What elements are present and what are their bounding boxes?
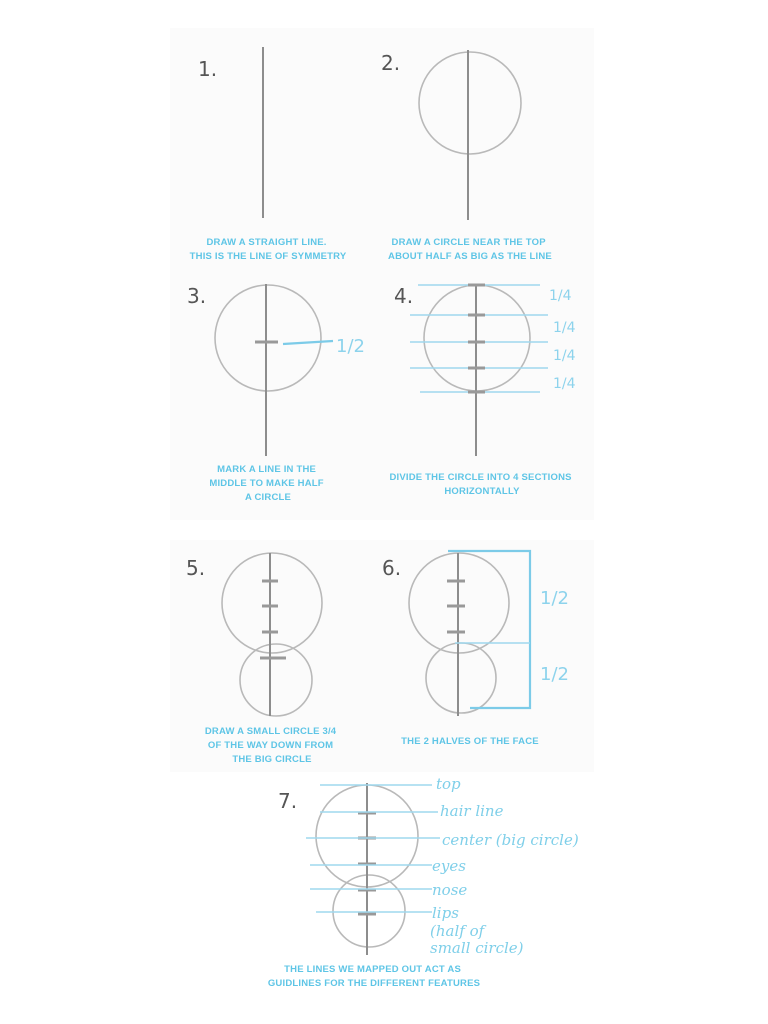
step-1-caption: DRAW A STRAIGHT LINE. THIS IS THE LINE OF SYMMETRY [189,237,347,262]
step-6-caption: THE 2 HALVES OF THE FACE [401,736,539,747]
step-1 [190,47,347,262]
quarter-label-2: 1/4 [553,320,576,336]
label-half-of: (half of [430,922,485,940]
quarter-label-4: 1/4 [553,376,576,392]
head-circle [419,52,521,154]
small-circle [333,875,405,947]
step-6 [382,551,569,747]
label-top: top [436,775,461,793]
half-label: 1/2 [336,336,365,357]
head-circle [215,285,321,391]
big-circle [222,553,322,653]
label-hair-line: hair line [440,802,504,820]
half-guide-line [283,341,333,344]
step-5 [186,553,339,765]
face-height-bracket [448,551,530,708]
step-7-caption: THE LINES WE MAPPED OUT ACT AS GUIDLINES FOR THE DIFFERENT FEATURES [267,964,481,989]
quarter-label-1: 1/4 [549,288,572,304]
step-2-number: 2. [381,51,401,75]
step-3-caption: MARK A LINE IN THE MIDDLE TO MAKE HALF A CIRCLE [209,464,324,503]
step-7-number: 7. [278,789,298,813]
step-3 [187,284,365,503]
lower-half-label: 1/2 [540,664,569,685]
label-small-circle: small circle) [430,939,524,957]
step-4 [389,284,575,497]
label-lips: lips [432,904,459,922]
quarter-label-3: 1/4 [553,348,576,364]
step-5-number: 5. [186,556,206,580]
small-circle [240,644,312,716]
section-marks [447,581,465,632]
step-6-number: 6. [382,556,402,580]
step-2 [381,50,552,262]
label-eyes: eyes [432,857,466,875]
step-2-caption: DRAW A CIRCLE NEAR THE TOP ABOUT HALF AS BIG AS THE LINE [388,237,552,262]
step-7 [268,775,579,989]
label-nose: nose [432,881,468,899]
step-4-number: 4. [394,284,414,308]
step-5-caption: DRAW A SMALL CIRCLE 3/4 OF THE WAY DOWN FROM THE BIG CIRCLE [204,726,337,765]
step-4-caption: DIVIDE THE CIRCLE INTO 4 SECTIONS HORIZONTALLY [389,472,572,497]
step-3-number: 3. [187,284,207,308]
step-1-number: 1. [198,57,218,81]
label-center: center (big circle) [442,831,579,849]
upper-half-label: 1/2 [540,588,569,609]
